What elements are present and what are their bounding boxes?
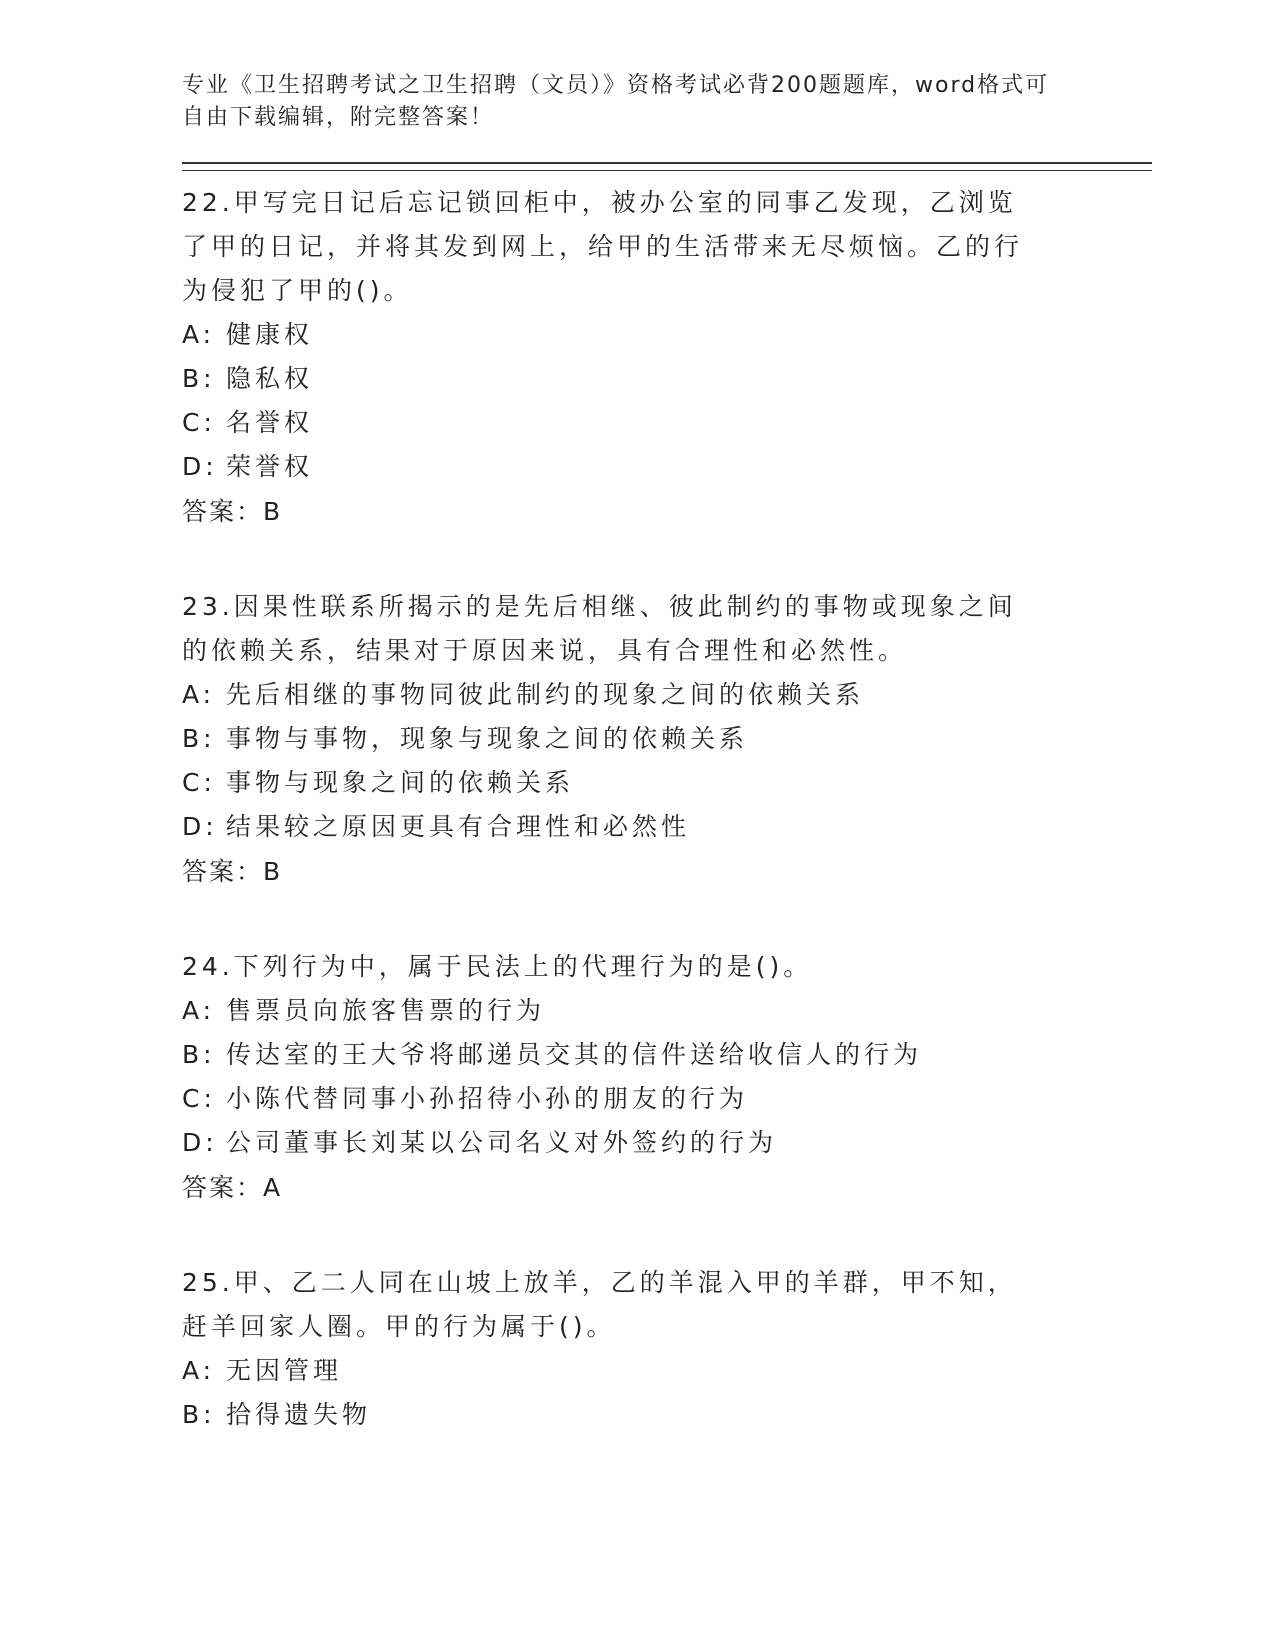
question-stem: 23.因果性联系所揭示的是先后相继、彼此制约的事物或现象之间的依赖关系，结果对于原因来说，具有合理性和必然性。 (182, 592, 1017, 665)
option-letter: C: (182, 768, 216, 797)
document-header: 专业《卫生招聘考试之卫生招聘（文员）》资格考试必背200题题库，word格式可自由下载编辑，附完整答案！ (182, 73, 1050, 130)
option-text: 隐私权 (226, 364, 314, 393)
option-letter: D: (182, 452, 218, 481)
option-d (182, 805, 1152, 849)
option-letter: C: (182, 1084, 216, 1113)
option-text: 健康权 (226, 320, 314, 349)
option-text: 名誉权 (226, 408, 314, 437)
option-d (182, 445, 1152, 489)
option-a (182, 1349, 1152, 1393)
option-letter: A: (182, 1356, 216, 1385)
option-letter: A: (182, 680, 216, 709)
header-divider (182, 162, 1152, 171)
option-b (182, 1033, 1152, 1077)
question-25 (182, 1261, 1152, 1437)
option-letter: B: (182, 724, 216, 753)
answer-line: 答案：B (182, 857, 283, 886)
document-page (182, 70, 1152, 1437)
option-text: 售票员向旅客售票的行为 (226, 996, 546, 1025)
option-b (182, 1393, 1152, 1437)
question-22 (182, 181, 1152, 535)
option-d (182, 1121, 1152, 1165)
option-a (182, 989, 1152, 1033)
question-24 (182, 945, 1152, 1211)
option-letter: D: (182, 812, 218, 841)
option-a (182, 673, 1152, 717)
option-a (182, 313, 1152, 357)
question-23 (182, 585, 1152, 895)
option-letter: C: (182, 408, 216, 437)
option-text: 先后相继的事物同彼此制约的现象之间的依赖关系 (226, 680, 865, 709)
option-letter: B: (182, 1400, 216, 1429)
option-text: 无因管理 (226, 1356, 343, 1385)
option-b (182, 357, 1152, 401)
option-text: 拾得遗失物 (226, 1400, 372, 1429)
question-stem: 22.甲写完日记后忘记锁回柜中，被办公室的同事乙发现，乙浏览了甲的日记，并将其发到网上，给甲的生活带来无尽烦恼。乙的行为侵犯了甲的()。 (182, 188, 1024, 305)
option-text: 传达室的王大爷将邮递员交其的信件送给收信人的行为 (226, 1040, 923, 1069)
option-text: 事物与现象之间的依赖关系 (226, 768, 575, 797)
option-letter: B: (182, 1040, 216, 1069)
option-text: 公司董事长刘某以公司名义对外签约的行为 (226, 1128, 778, 1157)
option-letter: D: (182, 1128, 218, 1157)
option-text: 荣誉权 (226, 452, 314, 481)
answer-line: 答案：B (182, 497, 283, 526)
option-text: 事物与事物，现象与现象之间的依赖关系 (226, 724, 749, 753)
option-text: 结果较之原因更具有合理性和必然性 (226, 812, 691, 841)
option-c (182, 401, 1152, 445)
option-letter: A: (182, 996, 216, 1025)
question-stem: 24.下列行为中，属于民法上的代理行为的是()。 (182, 952, 813, 981)
option-letter: B: (182, 364, 216, 393)
option-c (182, 761, 1152, 805)
option-b (182, 717, 1152, 761)
answer-line: 答案：A (182, 1173, 283, 1202)
option-letter: A: (182, 320, 216, 349)
option-c (182, 1077, 1152, 1121)
option-text: 小陈代替同事小孙招待小孙的朋友的行为 (226, 1084, 749, 1113)
question-stem: 25.甲、乙二人同在山坡上放羊，乙的羊混入甲的羊群，甲不知，赶羊回家人圈。甲的行为属于()。 (182, 1268, 1017, 1341)
